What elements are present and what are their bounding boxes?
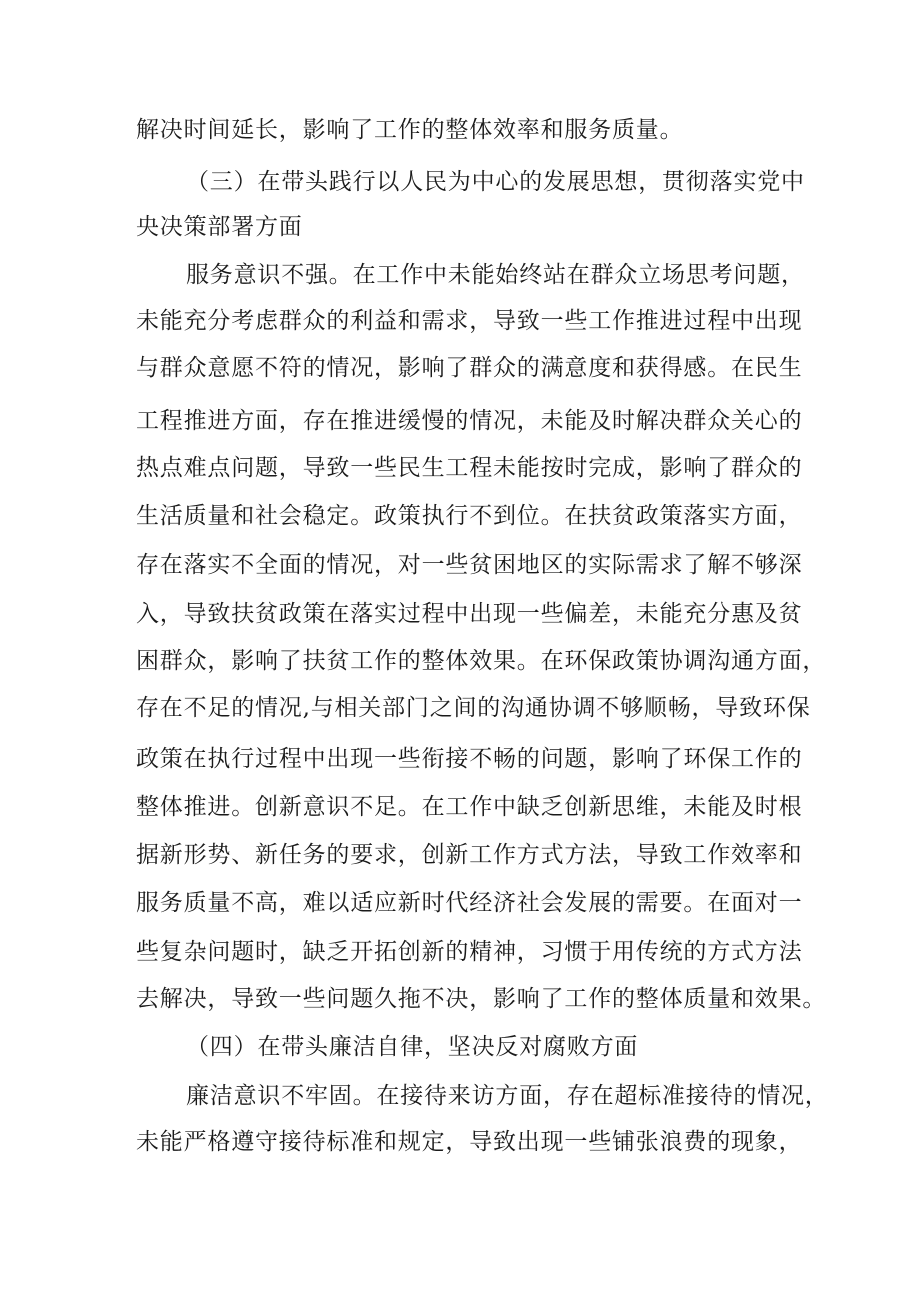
section-heading-3-line-1: （三）在带头践行以人民为中心的发展思想，贯彻落实党中 <box>186 169 805 195</box>
text-line-6: 与群众意愿不符的情况，影响了群众的满意度和获得感。在民生 <box>136 355 803 381</box>
text-line-16: 据新形势、新任务的要求，创新工作方式方法，导致工作效率和 <box>136 842 803 868</box>
text-line-18: 些复杂问题时，缺乏开拓创新的精神，习惯于用传统的方式方法 <box>136 939 803 965</box>
section-heading-3-line-2: 央决策部署方面 <box>136 214 303 240</box>
text-line-17: 服务质量不高，难以适应新时代经济社会发展的需要。在面对一 <box>136 890 803 916</box>
text-line-15: 整体推进。创新意识不足。在工作中缺乏创新思维，未能及时根 <box>136 794 803 820</box>
text-line-4: 服务意识不强。在工作中未能始终站在群众立场思考问题， <box>186 262 805 288</box>
text-line-19: 去解决，导致一些问题久拖不决，影响了工作的整体质量和效果。 <box>136 986 827 1012</box>
text-line-22: 未能严格遵守接待标准和规定，导致出现一些铺张浪费的现象， <box>136 1129 803 1155</box>
text-line-11: 入，导致扶贫政策在落实过程中出现一些偏差，未能充分惠及贫 <box>136 601 803 627</box>
text-line-1: 解决时间延长，影响了工作的整体效率和服务质量。 <box>136 117 684 143</box>
text-line-7: 工程推进方面，存在推进缓慢的情况，未能及时解决群众关心的 <box>136 408 803 434</box>
text-line-21: 廉洁意识不牢固。在接待来访方面，存在超标准接待的情况， <box>186 1083 829 1109</box>
section-heading-4: （四）在带头廉洁自律，坚决反对腐败方面 <box>186 1034 639 1060</box>
text-line-14: 政策在执行过程中出现一些衔接不畅的问题，影响了环保工作的 <box>136 746 803 772</box>
text-line-5: 未能充分考虑群众的利益和需求，导致一些工作推进过程中出现 <box>136 308 803 334</box>
text-line-12: 困群众，影响了扶贫工作的整体效果。在环保政策协调沟通方面， <box>136 648 827 674</box>
text-line-13: 存在不足的情况,与相关部门之间的沟通协调不够顺畅，导致环保 <box>136 695 811 721</box>
text-line-10: 存在落实不全面的情况，对一些贫困地区的实际需求了解不够深 <box>136 552 803 578</box>
text-line-8: 热点难点问题，导致一些民生工程未能按时完成，影响了群众的 <box>136 455 803 481</box>
text-line-9: 生活质量和社会稳定。政策执行不到位。在扶贫政策落实方面， <box>136 503 803 529</box>
